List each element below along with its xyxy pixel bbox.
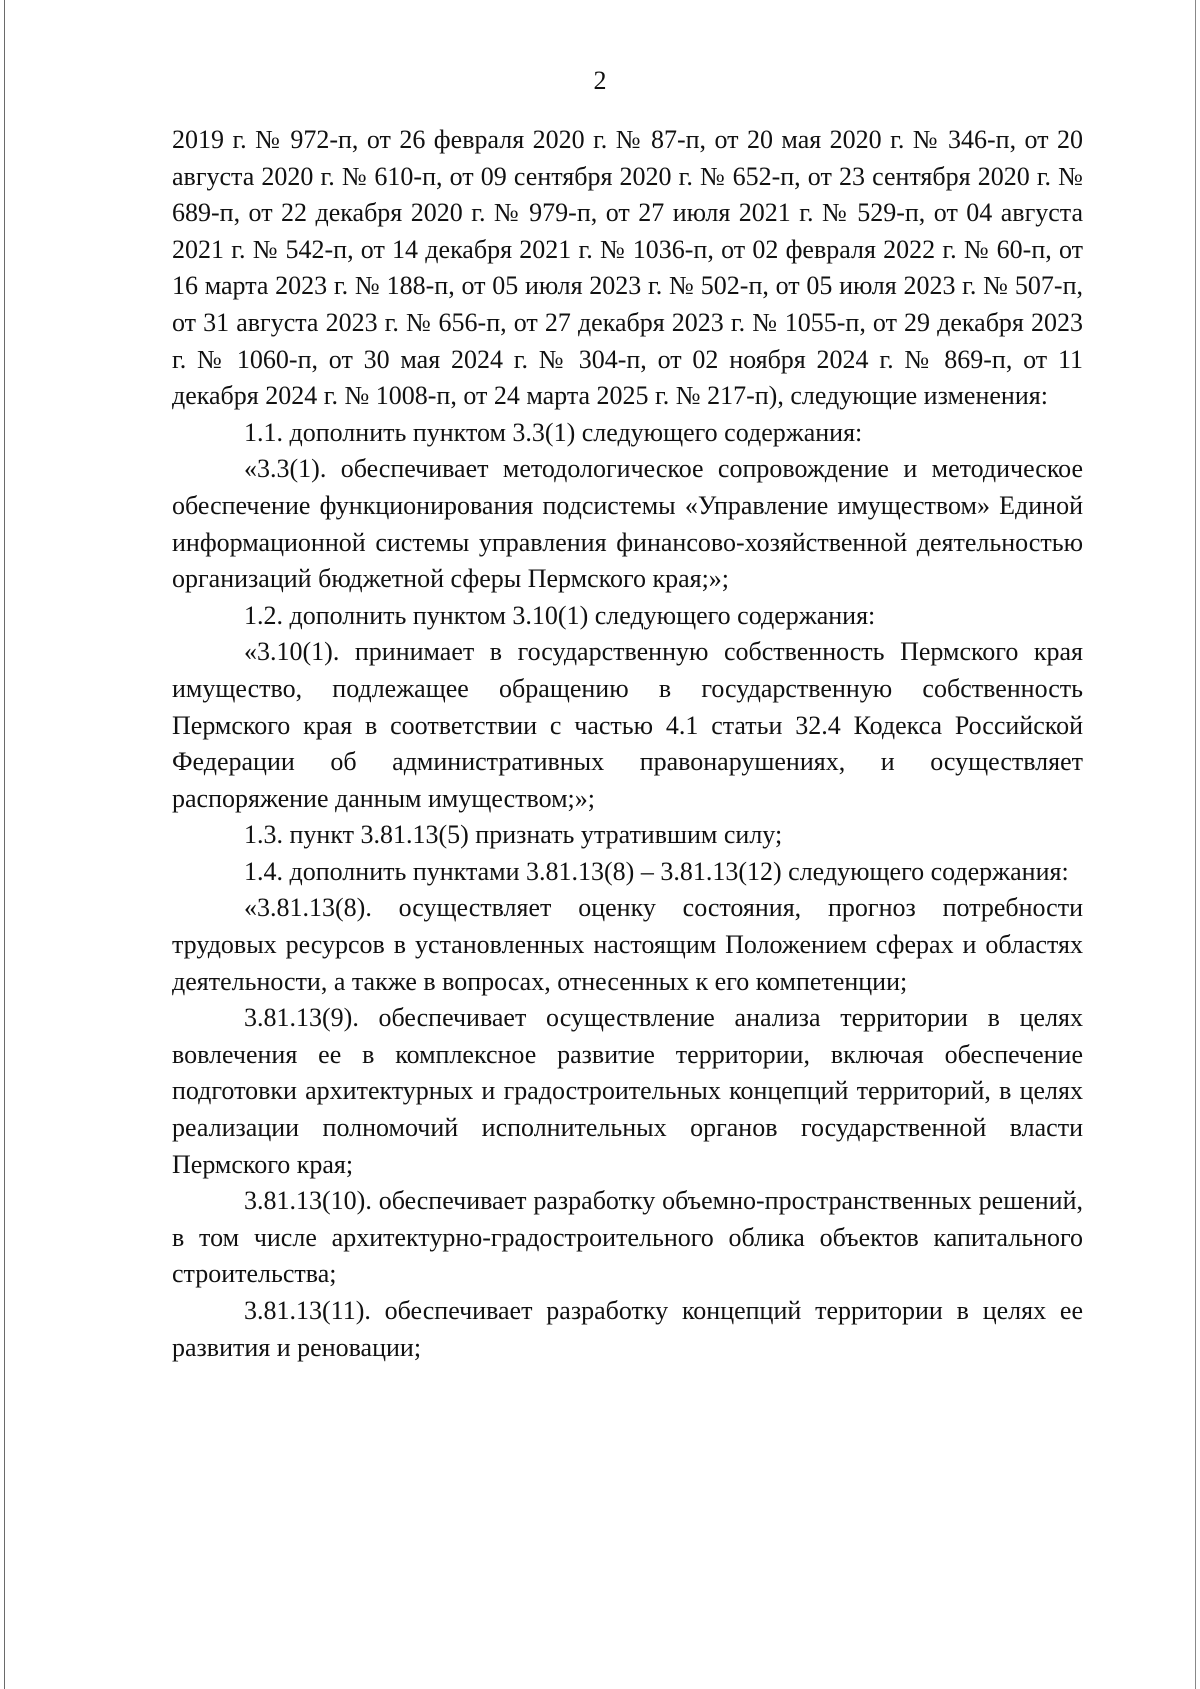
paragraph-clause-3-81-13-8: «3.81.13(8). осуществляет оценку состояния, прогноз потребности трудовых ресурсов в установленных настоящим Положением сферах и областях деятельности, а также в вопросах, отнесенных к его компетенции;	[172, 893, 1083, 996]
paragraph-item-1-3: 1.3. пункт 3.81.13(5) признать утратившим силу;	[244, 820, 783, 850]
scan-edge-left	[4, 0, 5, 1689]
paragraph-amendments-list: 2019 г. № 972-п, от 26 февраля 2020 г. № 87-п, от 20 мая 2020 г. № 346-п, от 20 августа 2020 г. № 610-п, от 09 сентября 2020 г. № 652-п, от 23 сентября 2020 г. № 689-п, от 22 декабря 2020 г. № 979-п, от 27 июля 2021 г. № 529-п, от 04 августа 2021 г. № 542-п, от 14 декабря 2021 г. № 1036-п, от 02 февраля 2022 г. № 60-п, от 16 марта 2023 г. № 188-п, от 05 июля 2023 г. № 502-п, от 05 июля 2023 г. № 507-п, от 31 августа 2023 г. № 656-п, от 27 декабря 2023 г. № 1055-п, от 29 декабря 2023 г. № 1060-п, от 30 мая 2024 г. № 304-п, от 02 ноября 2024 г. № 869-п, от 11 декабря 2024 г. № 1008-п, от 24 марта 2025 г. № 217-п), следующие изменения:	[172, 125, 1083, 411]
paragraph-clause-3-81-13-11: 3.81.13(11). обеспечивает разработку концепций территории в целях ее развития и реновации;	[172, 1296, 1083, 1362]
page-number: 2	[593, 66, 607, 95]
document-body	[172, 122, 1083, 1366]
paragraph-item-1-2: 1.2. дополнить пунктом 3.10(1) следующего содержания:	[244, 600, 876, 630]
paragraph-item-1-1: 1.1. дополнить пунктом 3.3(1) следующего содержания:	[244, 417, 863, 447]
paragraph-item-1-4: 1.4. дополнить пунктами 3.81.13(8) – 3.81.13(12) следующего содержания:	[244, 856, 1069, 886]
paragraph-clause-3-3-1: «3.3(1). обеспечивает методологическое сопровождение и методическое обеспечение функционирования подсистемы «Управление имуществом» Единой информационной системы управления финансово-хозяйственной деятельностью организаций бюджетной сферы Пермского края;»;	[172, 454, 1083, 594]
scan-edge-right	[1195, 0, 1196, 1689]
paragraph-clause-3-10-1: «3.10(1). принимает в государственную собственность Пермского края имущество, подлежащее обращению в государственную собственность Пермского края в соответствии с частью 4.1 статьи 32.4 Кодекса Российской Федерации об административных правонарушениях, и осуществляет распоряжение данным имуществом;»;	[172, 637, 1083, 813]
paragraph-clause-3-81-13-9: 3.81.13(9). обеспечивает осуществление анализа территории в целях вовлечения ее в комплексное развитие территории, включая обеспечение подготовки архитектурных и градостроительных концепций территорий, в целях реализации полномочий исполнительных органов государственной власти Пермского края;	[172, 1003, 1083, 1179]
paragraph-clause-3-81-13-10: 3.81.13(10). обеспечивает разработку объемно-пространственных решений, в том числе архитектурно-градостроительного облика объектов капитального строительства;	[172, 1186, 1083, 1289]
